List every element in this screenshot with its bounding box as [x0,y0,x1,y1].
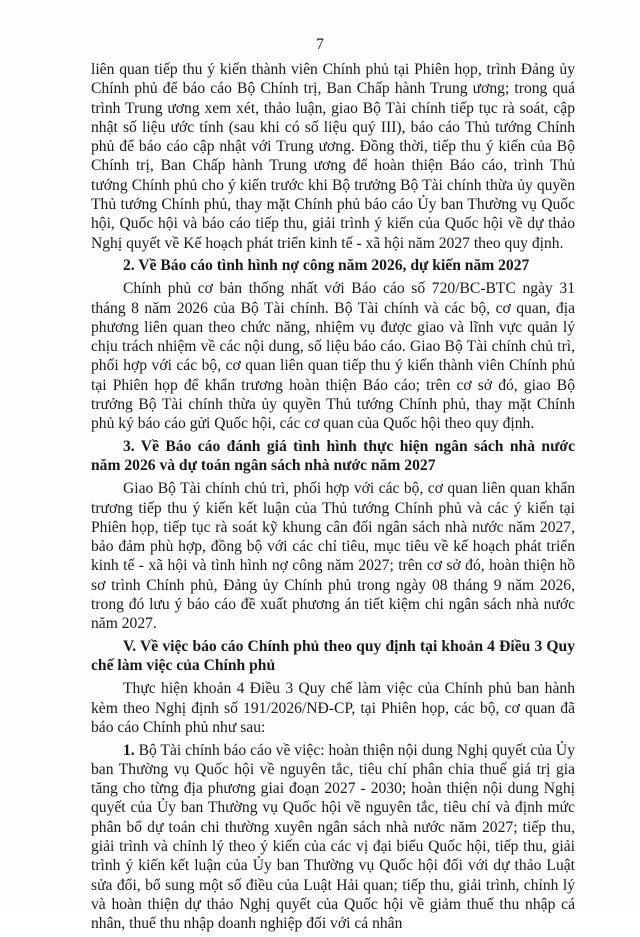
paragraph-budget: Giao Bộ Tài chính chủ trì, phối hợp với các bộ, cơ quan liên quan khẩn trương tiếp thu ý kiến kết luận của Thủ tướng Chính phủ và các ý kiến tại Phiên họp, tiếp tục rà soát kỹ khung cân đối ngân sách nhà nước năm 2027, bảo đảm phù hợp, đồng bộ với các chỉ tiêu, mục tiêu về kế hoạch phát triển kinh tế - xã hội và tình hình nợ công năm 2027; trên cơ sở đó, hoàn thiện hồ sơ trình Chính phủ, Đảng ủy Chính phủ trong ngày 08 tháng 9 năm 2026, trong đó lưu ý báo cáo đề xuất phương án tiết kiệm chi ngân sách nhà nước năm 2027. [91,480,575,633]
paragraph-item-1 [91,741,575,934]
section-heading-3: 3. Về Báo cáo đánh giá tình hình thực hiện ngân sách nhà nước năm 2026 và dự toán ngân sách nhà nước năm 2027 [91,438,575,475]
paragraph-implementation: Thực hiện khoản 4 Điều 3 Quy chế làm việc của Chính phủ ban hành kèm theo Nghị định số 191/2026/NĐ-CP, tại Phiên họp, các bộ, cơ quan đã báo cáo Chính phủ như sau: [91,680,575,736]
paragraph-continuation: liên quan tiếp thu ý kiến thành viên Chính phủ tại Phiên họp, trình Đảng ủy Chính phủ để báo cáo Bộ Chính trị, Ban Chấp hành Trung ương; trong quá trình Trung ương xem xét, thảo luận, giao Bộ Tài chính tiếp tục rà soát, cập nhật số liệu ước tính (sau khi có số liệu quý III), báo cáo Thủ tướng Chính phủ để báo cáo cập nhật với Trung ương. Đồng thời, tiếp thu ý kiến của Bộ Chính trị, Ban Chấp hành Trung ương để hoàn thiện Báo cáo, trình Thủ tướng Chính phủ cho ý kiến trước khi Bộ trưởng Bộ Tài chính thừa ủy quyền Thủ tướng Chính phủ, thay mặt Chính phủ báo cáo Ủy ban Thường vụ Quốc hội, Quốc hội và báo cáo tiếp thu, giải trình ý kiến của Quốc hội về dự thảo Nghị quyết về Kế hoạch phát triển kinh tế - xã hội năm 2027 theo quy định. [91,61,575,252]
section-heading-V: V. Về việc báo cáo Chính phủ theo quy định tại khoản 4 Điều 3 Quy chế làm việc của Chính phủ [91,638,575,675]
section-heading-2: 2. Về Báo cáo tình hình nợ công năm 2026, dự kiến năm 2027 [123,257,530,275]
paragraph-public-debt: Chính phủ cơ bản thống nhất với Báo cáo số 720/BC-BTC ngày 31 tháng 8 năm 2026 của Bộ Tài chính. Bộ Tài chính và các bộ, cơ quan, địa phương liên quan theo chức năng, nhiệm vụ được giao và lĩnh vực quản lý chịu trách nhiệm về các nội dung, số liệu báo cáo. Giao Bộ Tài chính chủ trì, phối hợp với các bộ, cơ quan liên quan tiếp thu ý kiến thành viên Chính phủ tại Phiên họp để khẩn trương hoàn thiện Báo cáo; trên cơ sở đó, giao Bộ trưởng Bộ Tài chính thừa ủy quyền Thủ tướng Chính phủ, thay mặt Chính phủ ký báo cáo gửi Quốc hội, các cơ quan của Quốc hội theo quy định. [91,280,575,433]
document-body [91,60,575,937]
item-number: 1. [123,741,135,759]
item-1-text: Bộ Tài chính báo cáo về việc: hoàn thiện nội dung Nghị quyết của Ủy ban Thường vụ Quốc hội về nguyên tắc, tiêu chí phân chia thuế giá trị gia tăng cho từng địa phương giai đoạn 2027 - 2030; hoàn thiện nội dung Nghị quyết của Ủy ban Thường vụ Quốc hội về nguyên tắc, tiêu chí và định mức phân bổ dự toán chi thường xuyên ngân sách nhà nước năm 2027; tiếp thu, giải trình và chỉnh lý theo ý kiến của các vị đại biểu Quốc hội, tiếp thu, giải trình ý kiến kết luận của Ủy ban Thường vụ Quốc hội đối với dự thảo Luật sửa đổi, bổ sung một số điều của Luật Hải quan; tiếp thu, giải trình, chỉnh lý và hoàn thiện dự thảo Nghị quyết của Quốc hội về giảm thuế thu nhập cá nhân, thuế thu nhập doanh nghiệp đối với cá nhân [91,741,575,933]
page-number: 7 [316,36,324,53]
